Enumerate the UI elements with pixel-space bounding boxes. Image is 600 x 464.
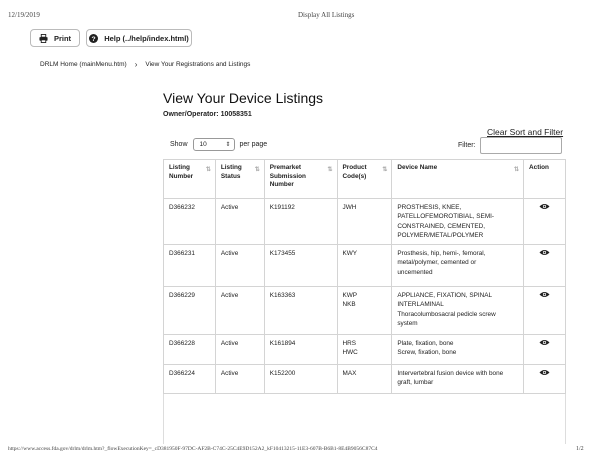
listing-number-cell: D366228: [164, 335, 216, 365]
sort-icon: ⇅: [382, 167, 388, 173]
breadcrumb-current[interactable]: View Your Registrations and Listings: [145, 61, 251, 68]
eye-icon[interactable]: [539, 203, 550, 210]
help-button[interactable]: [86, 29, 192, 47]
device-name-cell: [392, 365, 524, 394]
premarket-number-cell: K161894: [264, 335, 337, 365]
premarket-number-cell: K173455: [264, 245, 337, 287]
product-code: MAX: [342, 370, 357, 378]
breadcrumb-home-link[interactable]: DRLM Home (mainMenu.htm): [40, 61, 127, 68]
select-arrows-icon: ⇕: [225, 142, 231, 148]
printer-icon: [39, 34, 48, 43]
eye-icon[interactable]: [539, 249, 550, 256]
print-date: 12/19/2019: [8, 11, 40, 19]
column-header-device-name[interactable]: Device Name ⇅: [392, 160, 524, 199]
device-name-line: PATELLOFEMOROTIBIAL, SEMI-: [397, 213, 495, 221]
device-name-line: PROSTHESIS, KNEE,: [397, 204, 462, 211]
product-code: HWC: [342, 349, 358, 357]
print-footer-url: https://www.access.fda.gov/drlm/drlm.htm?_flowExecutionKey=_cD381950F-97DC-AF2B-C74C-25C4E9D152A2_kF10413215-11E3-607B-B6B1-8E4B9056C87C4: [8, 446, 378, 452]
table-row: [164, 287, 566, 335]
print-page-title: Display All Listings: [298, 11, 355, 19]
eye-icon[interactable]: [539, 369, 550, 376]
device-name-cell: [392, 335, 524, 365]
sort-icon: ⇅: [205, 167, 211, 173]
device-name-line: APPLIANCE, FIXATION, SPINAL: [397, 292, 493, 300]
product-code: KWY: [342, 250, 358, 258]
product-code: HRS: [342, 340, 357, 348]
listing-status-cell: Active: [215, 245, 264, 287]
listings-table: [163, 159, 566, 394]
clear-sort-filter-link[interactable]: Clear Sort and Filter: [487, 127, 564, 137]
page-title: View Your Device Listings: [163, 90, 324, 106]
device-name-line: Plate, fixation, bone: [397, 340, 454, 348]
device-name-line: POLYMER/METAL/POLYMER: [397, 231, 484, 239]
product-codes-cell: [337, 245, 392, 287]
column-header-premarket[interactable]: Premarket Submission Number ⇅: [264, 160, 337, 199]
column-header-action: Action: [524, 160, 566, 199]
eye-icon[interactable]: [539, 339, 550, 346]
product-codes-cell: [337, 335, 392, 365]
premarket-number-cell: K163363: [264, 287, 337, 335]
table-row: [164, 335, 566, 365]
device-name-line: Prosthesis, hip, hemi-, femoral,: [397, 250, 486, 258]
action-cell: [524, 335, 566, 365]
device-name-line: metal/polymer, cemented or: [397, 259, 477, 267]
device-name-line: Screw, fixation, bone: [397, 349, 457, 357]
premarket-number-cell: K152200: [264, 365, 337, 394]
listing-status-cell: Active: [215, 335, 264, 365]
listing-status-cell: Active: [215, 365, 264, 394]
action-cell: [524, 365, 566, 394]
per-page-value: 10: [199, 141, 207, 148]
column-header-listing-status[interactable]: Listing Status ⇅: [215, 160, 264, 199]
per-page-control: [170, 138, 267, 151]
question-circle-icon: [89, 34, 98, 43]
product-codes-cell: [337, 199, 392, 245]
action-cell: [524, 199, 566, 245]
help-button-label: Help (../help/index.html): [104, 33, 189, 43]
device-name-line: system: [397, 319, 418, 327]
print-button[interactable]: [30, 29, 80, 47]
action-cell: [524, 245, 566, 287]
sort-icon: ⇅: [327, 167, 333, 173]
column-header-product-codes[interactable]: Product Code(s) ⇅: [337, 160, 392, 199]
product-codes-cell: [337, 287, 392, 335]
per-page-select[interactable]: [193, 138, 235, 151]
product-codes-cell: [337, 365, 392, 394]
sort-icon: ⇅: [254, 167, 260, 173]
print-button-label: Print: [53, 33, 72, 43]
device-name-line: CONSTRAINED, CEMENTED,: [397, 222, 486, 230]
listing-number-cell: D366231: [164, 245, 216, 287]
device-name-cell: [392, 287, 524, 335]
premarket-number-cell: K191192: [264, 199, 337, 245]
device-name-line: INTERLAMINAL: [397, 301, 444, 309]
device-name-cell: [392, 199, 524, 245]
sort-icon: ⇅: [514, 167, 520, 173]
table-header-row: [164, 160, 566, 199]
print-page-number: 1/2: [576, 446, 584, 452]
product-code: KWP: [342, 292, 358, 300]
table-row: [164, 245, 566, 287]
table-row: [164, 365, 566, 394]
table-row: [164, 199, 566, 245]
device-name-line: graft, lumbar: [397, 379, 434, 387]
listing-number-cell: D366229: [164, 287, 216, 335]
device-name-cell: [392, 245, 524, 287]
column-header-listing-number[interactable]: Listing Number ⇅: [164, 160, 216, 199]
device-name-line: Intervertebral fusion device with bone: [397, 370, 504, 378]
action-cell: [524, 287, 566, 335]
filter-label: Filter:: [458, 142, 476, 149]
filter-input[interactable]: [480, 137, 562, 154]
chevron-right-icon: ›: [134, 60, 138, 69]
device-name-line: Thoracolumbosacral pedicle screw: [397, 310, 496, 318]
eye-icon[interactable]: [539, 291, 550, 298]
listing-status-cell: Active: [215, 199, 264, 245]
product-code: NKB: [342, 301, 356, 309]
listing-number-cell: D366224: [164, 365, 216, 394]
show-label: Show: [170, 141, 188, 148]
product-code: JWH: [342, 204, 357, 211]
device-name-line: uncemented: [397, 268, 433, 276]
svg-text:?: ?: [91, 35, 96, 43]
listing-status-cell: Active: [215, 287, 264, 335]
per-page-label: per page: [239, 141, 268, 148]
breadcrumb: [40, 60, 250, 69]
listing-number-cell: D366232: [164, 199, 216, 245]
owner-operator: Owner/Operator: 10058351: [163, 111, 252, 118]
